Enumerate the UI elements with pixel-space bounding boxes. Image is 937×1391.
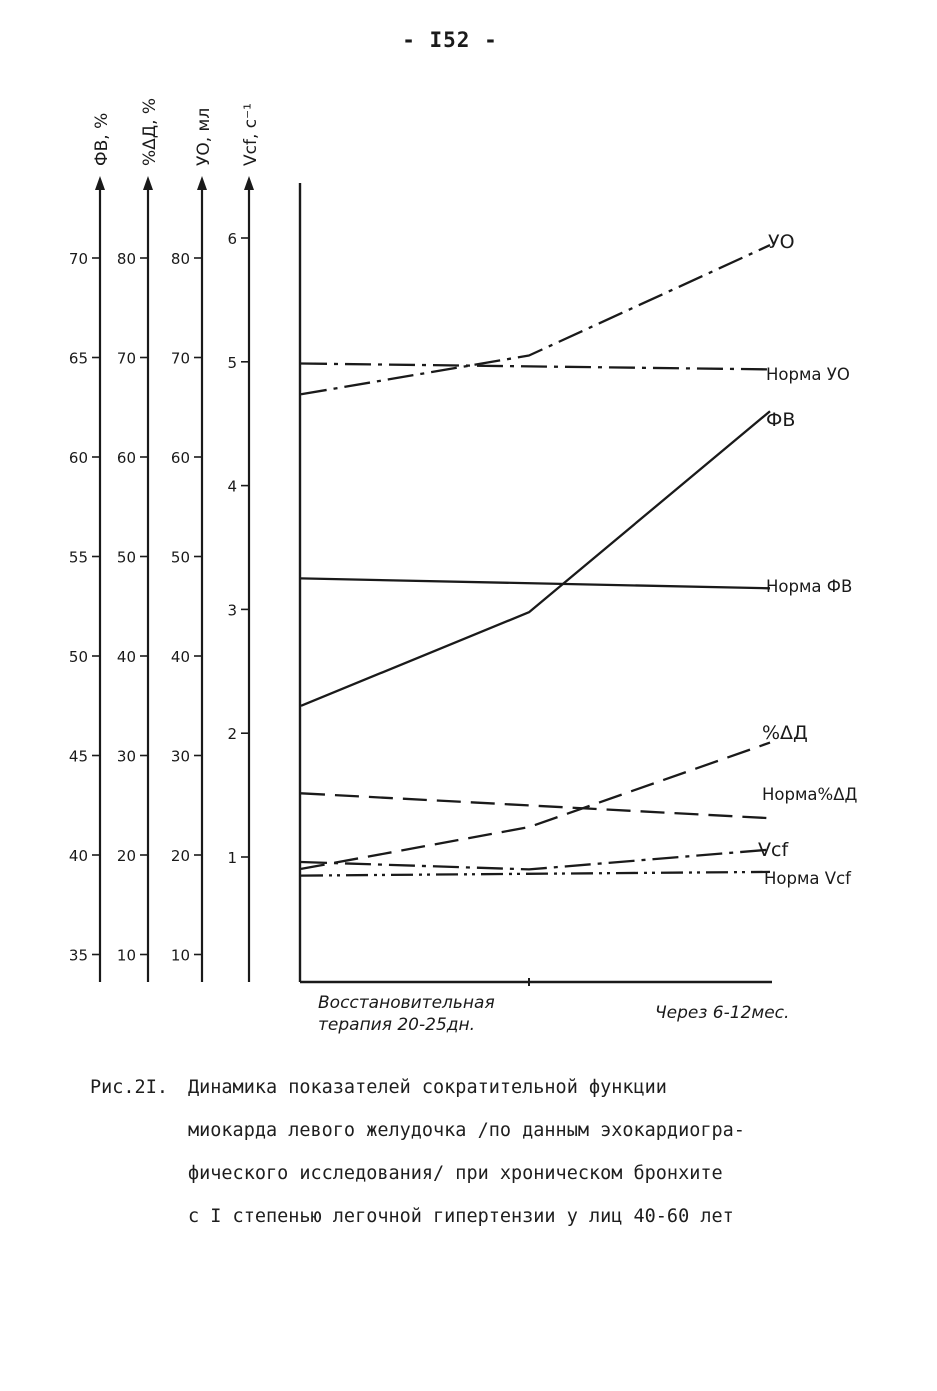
series-label-vcf: Vcf	[758, 839, 789, 861]
tick-label-fv-50: 50	[68, 648, 88, 666]
series-label-д: %ΔД	[762, 722, 808, 744]
tick-label-vcf-3: 3	[227, 601, 237, 620]
tick-label-dd-30: 30	[116, 747, 136, 766]
axes-layer	[69, 98, 790, 1035]
axis-arrow-vcf	[244, 176, 254, 190]
series-label-норма-уо: Норма УО	[766, 365, 850, 384]
x-category-label-1-line-1: Восстановительная	[318, 993, 495, 1013]
tick-label-uo-30: 30	[170, 747, 190, 766]
tick-label-fv-40: 40	[68, 847, 88, 865]
tick-label-fv-45: 45	[68, 747, 88, 766]
series-норма-уо	[301, 363, 850, 384]
axis-fv	[69, 113, 112, 982]
series-vcf	[301, 839, 789, 869]
axis-dd	[117, 98, 160, 982]
caption-text-2: миокарда левого желудочка /по данным эхокардиогра-	[188, 1120, 745, 1141]
series-label-норма-д: Норма%ΔД	[762, 785, 858, 804]
series-label-норма-фв: Норма ФВ	[766, 577, 853, 596]
tick-label-fv-55: 55	[68, 548, 88, 567]
caption-text-3: фического исследования/ при хроническом бронхите	[188, 1163, 723, 1184]
axis-label-dd: %ΔД, %	[140, 97, 160, 166]
series-line-норма-vcf	[301, 872, 770, 876]
series-норма-д	[301, 785, 858, 818]
series-д	[301, 722, 808, 869]
tick-label-vcf-1: 1	[227, 849, 237, 867]
series-норма-vcf	[301, 869, 852, 888]
axis-label-uo: УО, мл	[194, 107, 214, 166]
tick-label-uo-60: 60	[170, 449, 190, 467]
tick-label-vcf-6: 6	[227, 230, 237, 248]
tick-label-dd-80: 80	[116, 250, 136, 268]
x-category-label-1-line-2: терапия 20-25дн.	[318, 1015, 476, 1035]
series-line-vcf	[301, 850, 770, 870]
tick-label-dd-20: 20	[116, 847, 136, 865]
tick-label-dd-60: 60	[116, 449, 136, 467]
tick-label-vcf-5: 5	[227, 353, 237, 372]
caption-text-1: Динамика показателей сократительной функции	[188, 1077, 667, 1098]
axis-arrow-dd	[143, 176, 153, 190]
series-label-норма-vcf: Норма Vcf	[764, 869, 851, 888]
axis-label-vcf: Vcf, c⁻¹	[241, 103, 261, 166]
tick-label-vcf-2: 2	[227, 725, 237, 744]
axis-uo	[171, 108, 214, 982]
figure-caption	[90, 1066, 870, 1238]
series-фв	[301, 409, 795, 706]
tick-label-uo-70: 70	[170, 349, 190, 368]
caption-label: Рис.2I.	[90, 1077, 168, 1098]
tick-label-dd-10: 10	[116, 946, 136, 965]
tick-label-dd-50: 50	[116, 548, 136, 567]
x-category-label-2: Через 6-12мес.	[655, 1003, 790, 1023]
tick-label-dd-70: 70	[116, 349, 136, 368]
page-number: - I52 -	[402, 28, 498, 52]
caption-line-1	[90, 1066, 870, 1109]
series-line-норма-фв	[301, 578, 770, 588]
series-line-уо	[301, 245, 770, 394]
series-line-норма-уо	[301, 364, 770, 370]
tick-label-dd-40: 40	[116, 648, 136, 666]
tick-label-fv-70: 70	[68, 250, 88, 268]
tick-label-fv-35: 35	[68, 946, 88, 965]
tick-label-uo-20: 20	[170, 847, 190, 865]
tick-label-fv-60: 60	[68, 449, 88, 467]
tick-label-uo-10: 10	[170, 946, 190, 965]
axis-arrow-uo	[197, 176, 207, 190]
series-label-уо: УО	[768, 231, 795, 253]
series-line-норма-д	[301, 793, 770, 818]
series-line-д	[301, 743, 770, 869]
tick-label-uo-50: 50	[170, 548, 190, 567]
axis-arrow-fv	[95, 176, 105, 190]
tick-label-vcf-4: 4	[227, 477, 237, 496]
axis-vcf	[227, 103, 261, 982]
tick-label-uo-40: 40	[170, 648, 190, 666]
tick-label-uo-80: 80	[170, 250, 190, 268]
tick-label-fv-65: 65	[68, 349, 88, 368]
series-label-фв: ФВ	[766, 409, 796, 431]
series-line-фв	[301, 411, 770, 706]
caption-text-4: с I степенью легочной гипертензии у лиц 40-60 лет	[188, 1206, 734, 1227]
plot-layer	[301, 231, 858, 888]
series-норма-фв	[301, 577, 852, 596]
x-category-label-1	[318, 993, 495, 1035]
axis-label-fv: ФВ, %	[92, 112, 112, 166]
